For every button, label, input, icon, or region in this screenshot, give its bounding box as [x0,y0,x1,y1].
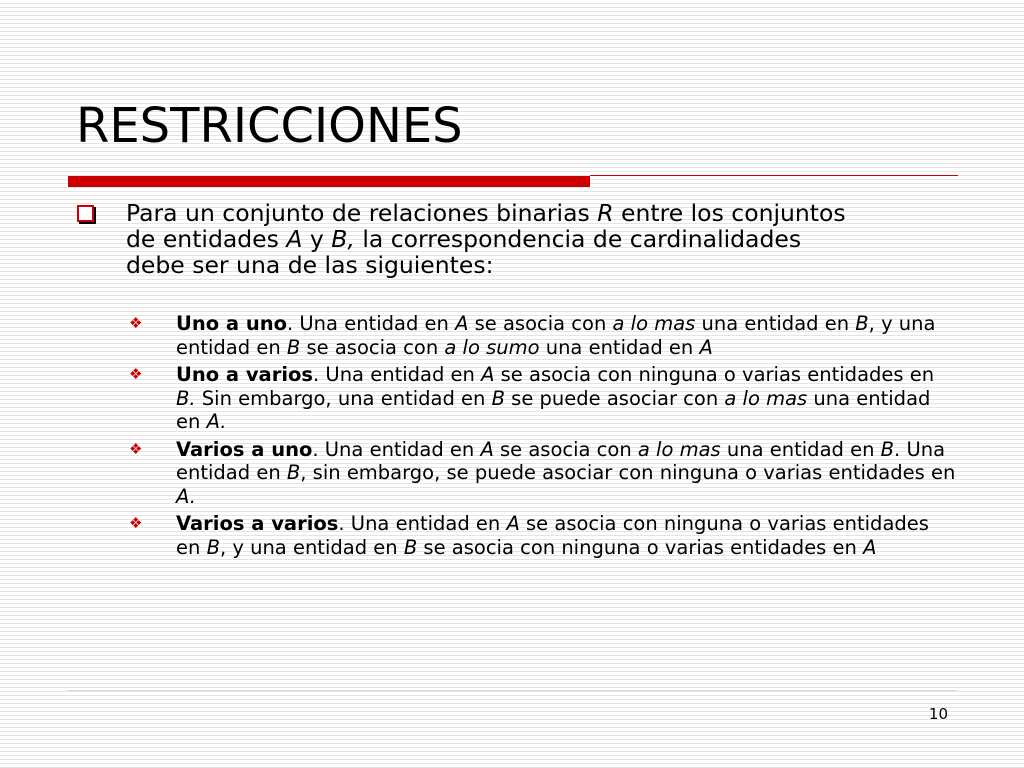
main-bullet-text-1: Para un conjunto de relaciones binarias [126,199,598,227]
sub-bullet-heading: Uno a varios [176,363,314,386]
diamond-bullet-icon: ❖ [129,365,143,383]
sub-bullet-italic: a lo mas [637,437,721,461]
main-bullet-italic-2: A [286,225,303,253]
sub-bullet-text: una entidad en [720,437,881,461]
sub-bullet-text: , y una entidad en [176,312,936,359]
main-bullet [126,200,856,278]
sub-bullet-uno-a-uno [129,312,956,359]
sub-bullet-heading: Varios a uno [176,437,313,461]
sub-bullet-text: se puede asociar con [504,386,725,410]
sub-bullet-text: una entidad en [539,335,700,359]
sub-bullet-text: se asocia con ninguna o varias entidades en [176,512,929,559]
sub-bullet-text: una entidad en [695,312,856,335]
sub-bullet-uno-a-varios [129,363,956,434]
diamond-bullet-icon: ❖ [129,439,143,458]
main-bullet-text-3: y [302,225,332,253]
sub-bullet-varios-a-uno [129,437,956,509]
sub-bullet-italic: A. [206,410,227,433]
main-bullet-italic-1: R [597,199,614,227]
sub-bullet-text: . Una entidad en [313,363,482,386]
sub-bullet-italic: B [206,535,220,559]
sub-bullet-italic: B [855,312,869,335]
main-bullet-italic-3: B, [331,225,355,253]
sub-bullet-italic: A [480,437,494,461]
sub-bullet-text: . Una entidad en [338,512,507,535]
sub-bullet-text: . Una entidad en [287,312,456,335]
sub-bullet-italic: B [880,437,895,461]
sub-bullet-italic: A [455,312,469,335]
sub-bullet-list [129,312,956,563]
sub-bullet-text: , y una entidad en [219,535,404,559]
sub-bullet-text: se asocia con [468,312,613,335]
footer-divider [68,690,956,691]
diamond-bullet-icon: ❖ [129,314,143,332]
diamond-bullet-icon: ❖ [129,514,143,532]
sub-bullet-text: se asocia con ninguna o varias entidades en [494,363,935,386]
sub-bullet-text: Sin embargo, una entidad en [195,386,492,410]
sub-bullet-text: , sin embargo, se puede asociar con ninguna o varias entidades en [300,461,956,484]
sub-bullet-italic: A [506,512,520,535]
sub-bullet-varios-a-varios [129,512,956,559]
sub-bullet-italic: A [863,535,877,559]
sub-bullet-text: se asocia con [493,437,638,461]
sub-bullet-text: se asocia con [300,335,445,359]
sub-bullet-italic: B [286,461,301,484]
main-bullet-text-2: entre los conjuntos de entidades [126,199,846,253]
main-bullet-text-4: la correspondencia de cardinalidades debe ser una de las siguientes: [126,225,802,279]
title-underline-bar [68,176,590,187]
sub-bullet-italic: A [699,335,713,359]
sub-bullet-italic: a lo mas [612,312,696,335]
sub-bullet-heading: Varios a varios [176,512,339,535]
title-underline-thin-line [590,175,958,176]
sub-bullet-italic: B. [176,386,196,410]
sub-bullet-text: se asocia con ninguna o varias entidades en [417,535,864,559]
sub-bullet-italic: a lo mas [724,386,808,410]
slide-title: RESTRICCIONES [76,98,463,154]
sub-bullet-text: una entidad en [176,386,931,433]
checkbox-square-icon [77,205,94,222]
sub-bullet-italic: A. [176,484,196,508]
sub-bullet-italic: A [481,363,495,386]
sub-bullet-text: . Una entidad en [176,437,946,484]
sub-bullet-italic: B [286,335,301,359]
sub-bullet-text: . Una entidad en [312,437,481,461]
sub-bullet-italic: a lo sumo [444,335,540,359]
sub-bullet-heading: Uno a uno [176,312,288,335]
sub-bullet-italic: B [403,535,418,559]
sub-bullet-italic: B [491,386,505,410]
page-number: 10 [928,705,948,723]
